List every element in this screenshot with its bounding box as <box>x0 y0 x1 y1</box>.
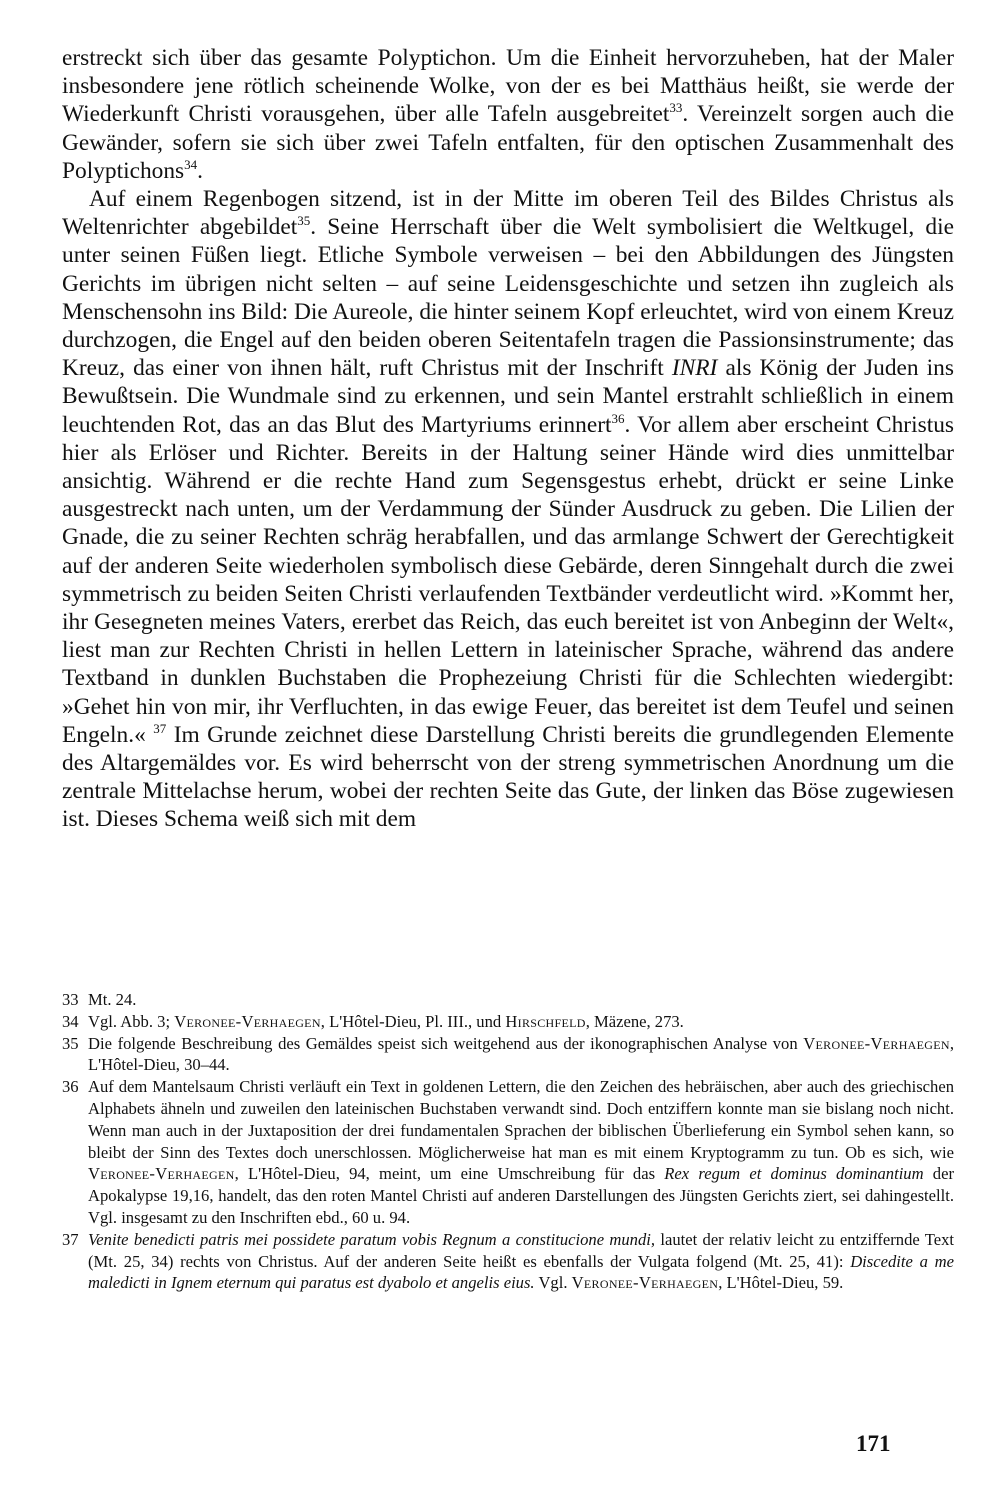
text-run: Mt. 24. <box>88 990 137 1009</box>
footnote <box>62 1011 954 1033</box>
footnote-number: 37 <box>62 1229 79 1249</box>
text-run: , L'Hôtel-Dieu, 30–44. <box>88 1033 954 1075</box>
footnote <box>62 989 954 1011</box>
text-run: Auf einem Regenbogen sitzend, ist in der Mitte im oberen Teil des Bildes Christus als Weltenrichter abgebildet <box>62 186 954 241</box>
page-number: 171 <box>856 1431 891 1456</box>
footnotes <box>62 989 954 1294</box>
text-run: Vgl. Abb. 3; <box>88 1011 175 1031</box>
footnote-number: 34 <box>62 1011 79 1031</box>
footnote-number: 33 <box>62 990 79 1009</box>
italic-text: Rex regum et dominus dominantium <box>664 1164 924 1184</box>
text-run: , L'Hôtel-Dieu, 94, meint, um eine Umschreibung für das <box>234 1164 665 1184</box>
text-run: lautet der relativ leicht zu entziffernde Text (Mt. 25, 34) rechts von Christus. Auf der anderen Seite heißt es ebenfalls der Vulgata folgend (Mt. 25, 41): <box>88 1229 954 1271</box>
footnote-number: 36 <box>62 1077 79 1097</box>
text-run: Auf dem Mantelsaum Christi verläuft ein Text in goldenen Lettern, die den Zeichen des hebräischen, aber auch des griechischen Alphabets ähneln und zuweilen den lateinischen Buchstaben verwandt sind. Doch entziffern konnte man sie bislang noch nicht. Wenn man auch in der Juxtaposition der drei fundamentalen Sprachen der biblischen Überlieferung ein Symbol sehen kann, so bleibt der Sinn des Textes doch unerschlossen. Möglicherweise hat man es mit einem Kryptogramm zu tun. Ob es sich, wie <box>88 1077 954 1162</box>
footnote-ref: 34 <box>184 156 198 172</box>
text-run: , Mäzene, 273. <box>585 1011 684 1031</box>
text-run: Im Grunde zeichnet diese Darstellung Christi bereits die grundlegenden Elemente des Altargemäldes vor. Es wird beherrscht von der streng symmetrischen Anordnung um die zentrale Mittelachse herum, wobei der rechten Seite das Gute, der linken das Böse zugewiesen ist. Dieses Schema weiß sich mit dem <box>62 721 954 833</box>
text-run: Die folgende Beschreibung des Gemäldes speist sich weitgehend aus der ikonographischen Analyse von <box>88 1033 804 1053</box>
paragraph <box>62 185 954 834</box>
footnote <box>62 1229 954 1294</box>
footnote-ref: 35 <box>297 213 311 229</box>
footnote-ref: 37 <box>153 720 167 736</box>
text-run: . Vor allem aber erscheint Christus hier als Erlöser und Richter. Bereits in der Haltung seiner Hände wird dies unmittelbar ansichtig. Während er die rechte Hand zum Segensgestus erhebt, drückt er seine Linke ausgestreckt nach unten, um der Verdammung der Sünder Ausdruck zu geben. Die Lilien der Gnade, die zu seiner Rechten schräg herabfallen, und das armlange Schwert der Gerechtigkeit auf der anderen Seite wiederholen symbolisch diese Gebärde, deren Sinngehalt durch die zwei symmetrisch zu beiden Seiten Christi verlaufenden Textbänder verdeutlicht wird. »Kommt her, ihr Gesegneten meines Vaters, ererbet das Reich, das euch bereitet ist von Anbeginn der Welt«, liest man zur Rechten Christi in hellen Lettern in lateinischer Sprache, während das andere Textband in dunklen Buchstaben die Prophezeiung Christi für die Schlechten wiedergibt: »Gehet hin von mir, ihr Verfluchten, in das ewige Feuer, das bereitet ist dem Teufel und seinen Engeln.« <box>62 411 954 748</box>
footnote-number: 35 <box>62 1033 79 1053</box>
footnote-ref: 33 <box>669 100 683 116</box>
text-run: der Apokalypse 19,16, handelt, das den roten Mantel Christi auf anderen Darstellungen des Jüngsten Gerichts ziert, sei dahingestellt. Vgl. insgesamt zu den Inschriften ebd., 60 u. 94. <box>88 1164 954 1227</box>
text-run: . Vereinzelt sorgen auch die Gewänder, sofern sie sich über zwei Tafeln entfalten, für den optischen Zusammenhalt des Polyptichons <box>62 101 954 184</box>
author-name: Hirschfeld <box>505 1011 586 1031</box>
text-run: erstreckt sich über das gesamte Polyptichon. Um die Einheit hervorzuheben, hat der Maler insbesondere jene rötlich scheinende Wolke, von der es bei Matthäus heißt, sie werde der Wiederkunft Christi vorausgehen, über alle Tafeln ausgebreitet <box>62 45 954 128</box>
footnote <box>62 1076 954 1229</box>
main-text <box>62 44 954 834</box>
paragraph <box>62 44 954 185</box>
author-name: Veronee-Verhaegen <box>803 1033 950 1053</box>
text-run: . Seine Herrschaft über die Welt symbolisiert die Weltkugel, die unter seinen Füßen liegt. Etliche Symbole verweisen – bei den Abbildungen des Jüngsten Gerichts im übrigen nicht selten – auf seine Leidensgeschichte und setzen ihn zugleich als Menschensohn ins Bild: Die Aureole, die hinter seinem Kopf erleuchtet, wird von einem Kreuz durchzogen, die Engel auf den beiden oberen Seitentafeln tragen die Passionsinstrumente; das Kreuz, das einer von ihnen hält, ruft Christus mit der Inschrift <box>62 214 954 382</box>
book-page <box>62 44 954 1293</box>
author-name: Veronee-Verhaegen <box>88 1164 235 1184</box>
footnote-ref: 36 <box>611 410 625 426</box>
author-name: Veronee-Verhaegen <box>571 1273 719 1293</box>
italic-text: Discedite a me maledicti in Ignem eternum qui paratus est dyabolo et angelis eius. <box>88 1251 954 1293</box>
author-name: Veronee-Verhaegen <box>174 1011 321 1031</box>
text-run: , L'Hôtel-Dieu, 59. <box>718 1273 844 1293</box>
italic-text: Venite benedicti patris mei possidete paratum vobis Regnum a constitucione mundi, <box>88 1229 656 1249</box>
text-run: . <box>197 157 204 184</box>
text-run: Vgl. <box>534 1273 572 1293</box>
footnote <box>62 1033 954 1077</box>
italic-text: INRI <box>671 355 718 382</box>
text-run: als König der Juden ins Bewußtsein. Die Wundmale sind zu erkennen, und sein Mantel erstrahlt schließlich in einem leuchtenden Rot, das an das Blut des Martyriums erinnert <box>62 355 954 438</box>
text-run: , L'Hôtel-Dieu, Pl. III., und <box>320 1011 506 1031</box>
